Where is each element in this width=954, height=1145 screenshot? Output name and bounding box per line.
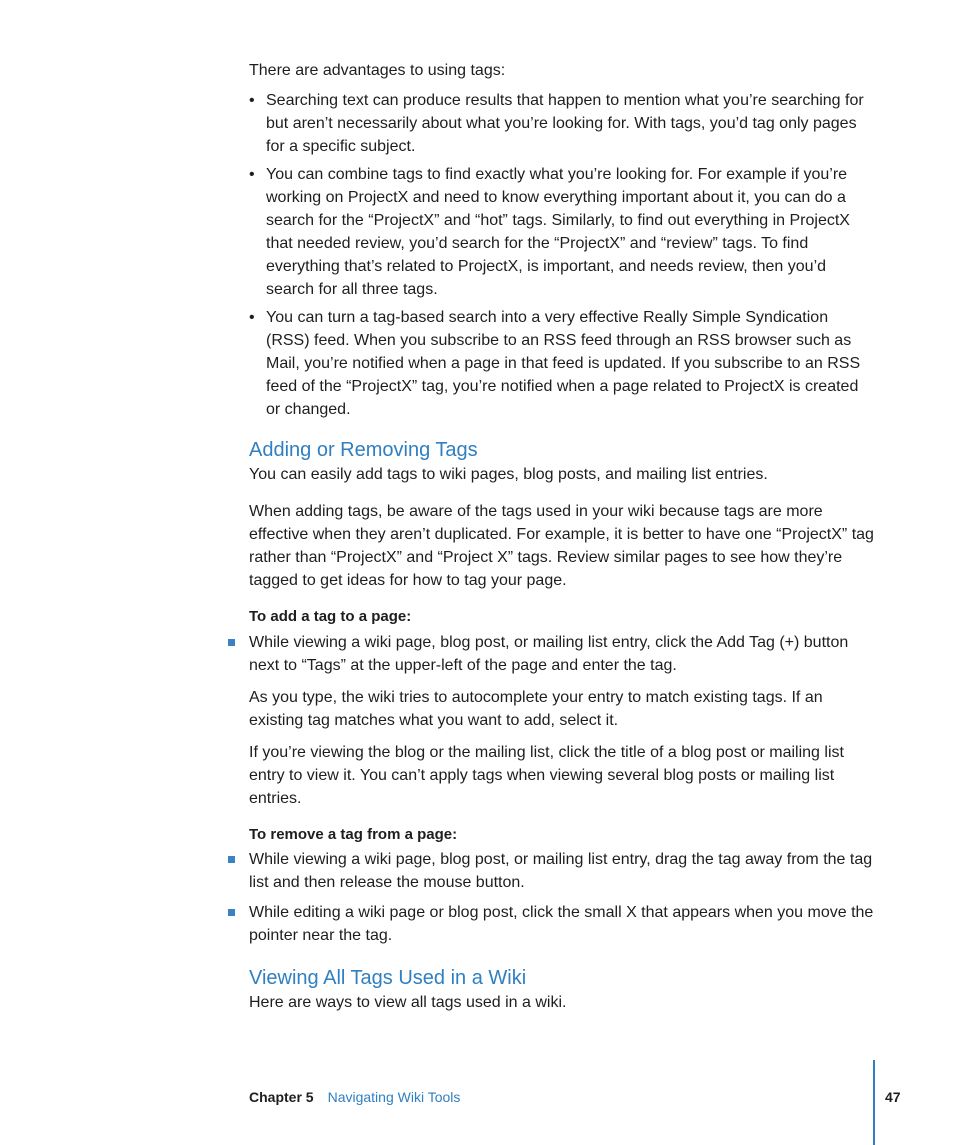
footer-divider (873, 1060, 875, 1145)
step-square-icon (228, 639, 235, 646)
list-item-text: You can turn a tag-based search into a very effective Really Simple Syndication (RSS) feed. When you subscribe to an RSS feed through an RSS browser such as Mail, you’re notified when a page in that feed is updated. If you subscribe to an RSS feed of the “ProjectX” tag, you’re notified when a page related to ProjectX is created or changed. (266, 309, 861, 418)
task-title-remove-tag: To remove a tag from a page: (249, 826, 458, 843)
task-title-add-tag: To add a tag to a page: (249, 608, 412, 625)
bullet-dot-icon: • (249, 309, 255, 326)
step-text: While viewing a wiki page, blog post, or mailing list entry, drag the tag away from the tag list and then release the mouse button. (249, 851, 873, 891)
step-square-icon (228, 909, 235, 916)
step-note: As you type, the wiki tries to autocomplete your entry to match existing tags. If an existing tag matches what you want to add, select it. (249, 689, 823, 729)
section-heading-viewing-all-tags: Viewing All Tags Used in a Wiki (249, 967, 527, 989)
section-paragraph: Here are ways to view all tags used in a wiki. (249, 994, 567, 1011)
page-footer (249, 1087, 460, 1107)
step-note: If you’re viewing the blog or the mailing list, click the title of a blog post or mailing list entry to view it. You can’t apply tags when viewing several blog posts or mailing list entries. (249, 744, 844, 807)
page-number: 47 (885, 1089, 901, 1105)
step-text: While viewing a wiki page, blog post, or mailing list entry, click the Add Tag (+) button next to “Tags” at the upper-left of the page and enter the tag. (249, 634, 849, 674)
bullet-dot-icon: • (249, 166, 255, 183)
footer-chapter-title: Navigating Wiki Tools (327, 1089, 461, 1105)
list-item-text: Searching text can produce results that happen to mention what you’re searching for but aren’t necessarily about what you’re looking for. With tags, you’d tag only pages for a specific subject. (266, 92, 864, 155)
intro-paragraph: There are advantages to using tags: (249, 62, 506, 79)
section-paragraph: When adding tags, be aware of the tags used in your wiki because tags are more effective when they aren’t duplicated. For example, it is better to have one “ProjectX” tag rather than “ProjectX” and “Project X” tags. Review similar pages to see how they’re tagged to get ideas for how to tag your page. (249, 503, 874, 589)
footer-chapter: Chapter 5 (249, 1089, 314, 1105)
bullet-dot-icon: • (249, 92, 255, 109)
step-text: While editing a wiki page or blog post, click the small X that appears when you move the pointer near the tag. (249, 904, 874, 944)
section-paragraph: You can easily add tags to wiki pages, blog posts, and mailing list entries. (249, 466, 768, 483)
section-heading-adding-removing-tags: Adding or Removing Tags (249, 439, 478, 461)
list-item-text: You can combine tags to find exactly what you’re looking for. For example if you’re working on ProjectX and need to know everything important about it, you can do a search for the “ProjectX” and “hot” tags. Similarly, to find out everything in ProjectX that needed review, you’d search for the “ProjectX” and “review” tags. To find everything that’s related to ProjectX, is important, and needs review, then you’d search for all three tags. (266, 166, 850, 298)
step-square-icon (228, 856, 235, 863)
